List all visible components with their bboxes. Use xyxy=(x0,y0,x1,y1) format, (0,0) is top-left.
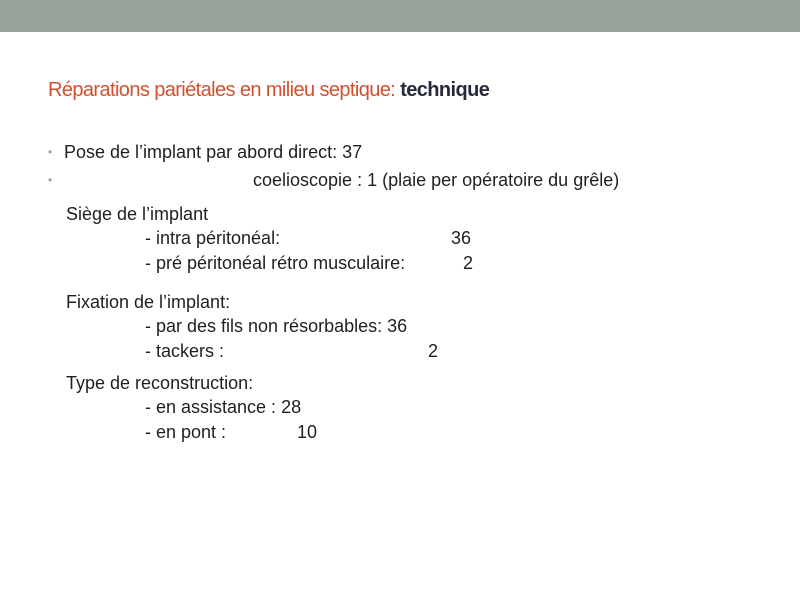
top-banner xyxy=(0,0,800,32)
bullet-text: Pose de l’implant par abord direct: 37 xyxy=(64,142,363,162)
reconstruction-heading: Type de reconstruction: xyxy=(66,373,254,393)
slide-title-main: Réparations pariétales en milieu septique: xyxy=(48,79,401,101)
siege-heading: Siège de l’implant xyxy=(66,204,209,224)
fixation-item-label: - tackers : xyxy=(145,341,225,361)
bullet-marker: • xyxy=(48,173,53,187)
slide-title-emphasis: technique xyxy=(400,79,490,101)
siege-item-value: 2 xyxy=(463,253,474,273)
siege-item-label: - intra péritonéal: xyxy=(145,228,281,248)
fixation-item-value: 2 xyxy=(428,341,439,361)
reconstruction-item-value: 10 xyxy=(297,422,318,442)
siege-item-value: 36 xyxy=(451,228,472,248)
slide-title xyxy=(48,79,489,102)
reconstruction-item-label: - en assistance : 28 xyxy=(145,397,302,417)
reconstruction-item-label: - en pont : xyxy=(145,422,227,442)
fixation-item-label: - par des fils non résorbables: 36 xyxy=(145,316,408,336)
fixation-heading: Fixation de l’implant: xyxy=(66,292,231,312)
bullet-text: coelioscopie : 1 (plaie per opératoire du grêle) xyxy=(253,170,620,190)
siege-item-label: - pré péritonéal rétro musculaire: xyxy=(145,253,406,273)
bullet-marker: • xyxy=(48,145,53,159)
